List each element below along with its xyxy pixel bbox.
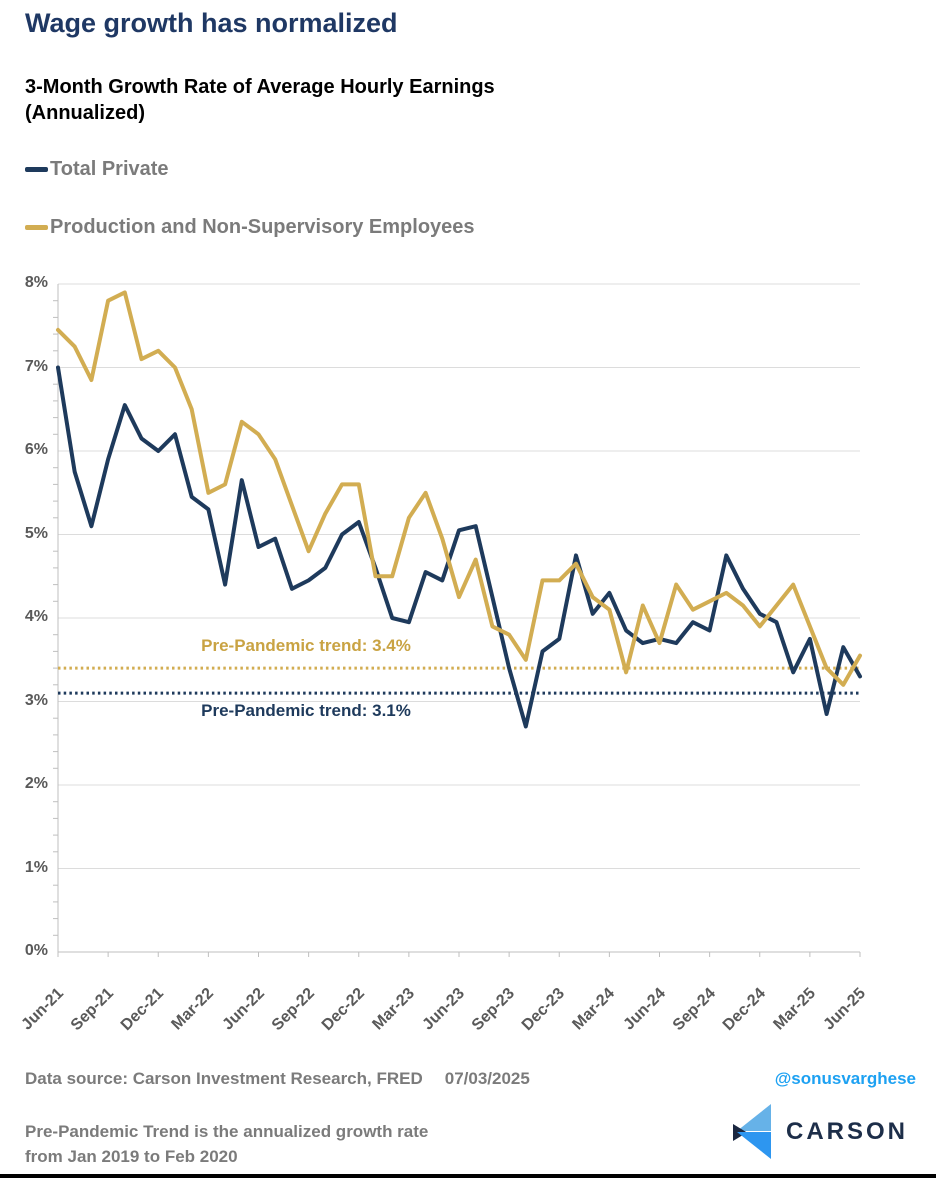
page-title: Wage growth has normalized <box>25 8 398 38</box>
wage-growth-line-chart <box>0 270 936 1060</box>
carson-logo <box>733 1103 908 1161</box>
logo-triangle-top <box>737 1104 771 1131</box>
logo-triangle-bottom <box>737 1132 771 1159</box>
x-tick-label: Jun-22 <box>218 984 268 1034</box>
x-tick-label: Mar-24 <box>569 984 619 1034</box>
y-tick-label: 2% <box>24 775 48 792</box>
y-tick-label: 0% <box>24 942 48 959</box>
x-tick-label: Mar-22 <box>168 984 218 1034</box>
footnote-line2: from Jan 2019 to Feb 2020 <box>25 1147 238 1166</box>
legend-item-total-private <box>25 158 169 181</box>
y-tick-label: 1% <box>24 858 48 876</box>
x-tick-label: Jun-24 <box>619 984 669 1034</box>
x-tick-label: Mar-25 <box>770 984 819 1034</box>
legend-line-swatch-gold <box>25 225 48 230</box>
social-handle: @sonusvarghese <box>774 1069 916 1088</box>
x-tick-label: Dec-23 <box>519 984 569 1035</box>
y-tick-label: 7% <box>24 357 48 375</box>
x-tick-label: Jun-23 <box>419 984 468 1034</box>
y-tick-label: 5% <box>24 524 48 542</box>
y-tick-label: 4% <box>24 608 48 625</box>
y-tick-label: 8% <box>24 274 48 291</box>
x-tick-label: Sep-21 <box>67 984 118 1035</box>
footnote-line1: Pre-Pandemic Trend is the annualized growth rate <box>25 1122 429 1141</box>
legend-label: Total Private <box>50 158 169 180</box>
y-tick-label: 6% <box>24 441 48 458</box>
x-tick-label: Jun-25 <box>820 984 869 1034</box>
chart-area <box>0 270 936 1060</box>
x-tick-label: Dec-22 <box>318 984 368 1035</box>
legend-item-production <box>25 216 475 239</box>
legend-label: Production and Non-Supervisory Employees <box>50 216 475 238</box>
trend-annotation-total-private: Pre-Pandemic trend: 3.1% <box>201 701 411 720</box>
legend-line-swatch-navy <box>25 167 48 172</box>
x-tick-label: Dec-21 <box>118 984 168 1035</box>
y-tick-label: 3% <box>24 691 48 709</box>
x-tick-label: Dec-24 <box>719 984 769 1035</box>
trend-annotation-production: Pre-Pandemic trend: 3.4% <box>201 636 411 655</box>
x-tick-label: Jun-21 <box>18 984 67 1034</box>
carson-logo-text: CARSON <box>786 1118 909 1145</box>
data-source-text: Data source: Carson Investment Research, FRED <box>25 1069 423 1088</box>
bottom-divider <box>0 1174 936 1178</box>
x-tick-label: Sep-24 <box>669 984 719 1035</box>
footnote <box>25 1119 428 1169</box>
x-tick-label: Sep-22 <box>268 984 318 1035</box>
carson-logo-icon <box>733 1103 771 1161</box>
report-date: 07/03/2025 <box>444 1069 530 1088</box>
x-tick-label: Sep-23 <box>468 984 519 1035</box>
x-tick-label: Mar-23 <box>369 984 418 1034</box>
data-source <box>25 1069 530 1089</box>
chart-subtitle: 3-Month Growth Rate of Average Hourly Earnings (Annualized) <box>25 76 495 124</box>
